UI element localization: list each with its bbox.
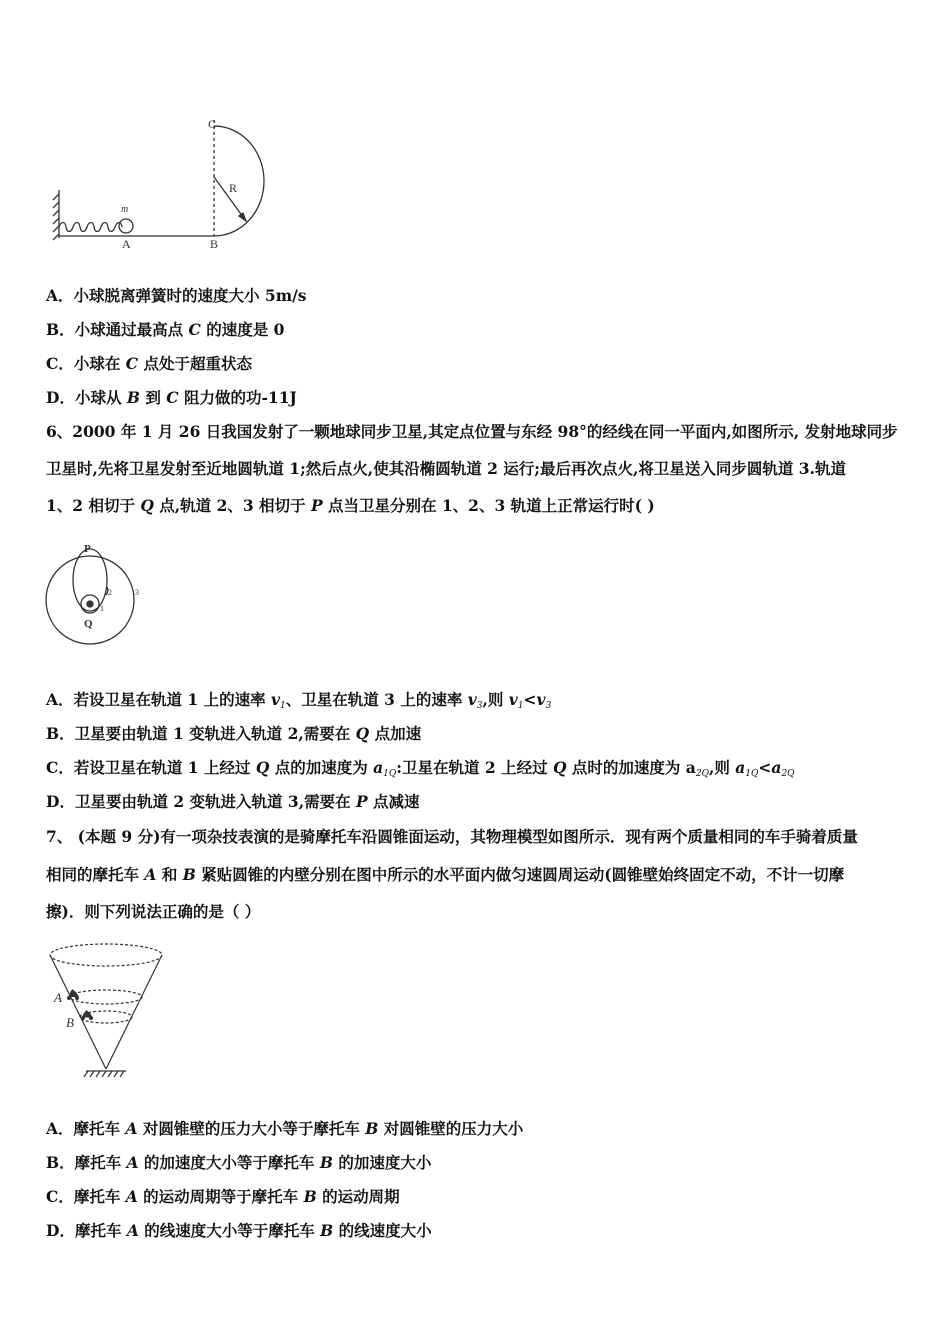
q7-b-var: B bbox=[319, 1153, 333, 1172]
q6-c-var: Q bbox=[255, 758, 270, 777]
q5-b-part: B．小球通过最高点 bbox=[46, 320, 189, 339]
q5-d-var: C bbox=[166, 388, 179, 407]
q7-stem-part: 紧贴圆锥的内壁分别在图中所示的水平面内做匀速圆周运动(圆锥壁始终固定不动，不计一切摩 bbox=[195, 865, 845, 884]
q6-a-var: v bbox=[508, 690, 518, 709]
q6-c-var: Q bbox=[552, 758, 567, 777]
q7-stem-line-1: 7、 (本题 9 分)有一项杂技表演的是骑摩托车沿圆锥面运动，其物理模型如图所示．现有两个质量相同的车手骑着质量 bbox=[46, 827, 858, 846]
q6-a-part: A．若设卫星在轨道 1 上的速率 bbox=[46, 690, 272, 709]
q6-option-c bbox=[46, 758, 795, 784]
q6-c-var: a bbox=[735, 758, 746, 777]
q7-stem-line-3: 擦)．则下列说法正确的是（ ） bbox=[46, 902, 261, 921]
q7-d-var: A bbox=[126, 1221, 139, 1240]
q7-option-b bbox=[46, 1153, 431, 1173]
q7-c-part: 的运动周期 bbox=[316, 1187, 400, 1206]
q7-c-part: 的运动周期等于摩托车 bbox=[137, 1187, 304, 1206]
q6-stem-part: 点当卫星分别在 1、2、3 轨道上正常运行时( ) bbox=[322, 496, 655, 515]
q5-b-part: 的速度是 0 bbox=[200, 320, 285, 339]
q6-a-sub: 3 bbox=[476, 701, 483, 711]
q6-a-var: v bbox=[271, 690, 281, 709]
q7-c-var: B bbox=[303, 1187, 317, 1206]
q6-stem-var: Q bbox=[140, 496, 154, 515]
q6-b-part: B．卫星要由轨道 1 变轨进入轨道 2,需要在 bbox=[46, 724, 356, 743]
q5-option-b bbox=[46, 320, 284, 340]
q7-d-part: 的线速度大小等于摩托车 bbox=[138, 1221, 321, 1240]
q6-c-part: 点时的加速度为 a bbox=[566, 758, 696, 777]
q6-c-sub: 2Q bbox=[781, 769, 795, 779]
q5-d-part: D．小球从 bbox=[46, 388, 127, 407]
q6-b-var: Q bbox=[355, 724, 370, 743]
q7-stem-var: B bbox=[182, 865, 196, 884]
cone-figure bbox=[44, 935, 174, 1083]
q7-c-var: A bbox=[125, 1187, 138, 1206]
label-b: B bbox=[66, 1015, 74, 1030]
q6-c-part: C．若设卫星在轨道 1 上经过 bbox=[46, 758, 256, 777]
q6-d-part: D．卫星要由轨道 2 变轨进入轨道 3,需要在 bbox=[46, 792, 356, 811]
q7-b-part: 的加速度大小 bbox=[332, 1153, 432, 1172]
q6-c-var: a bbox=[771, 758, 782, 777]
q7-b-var: A bbox=[126, 1153, 139, 1172]
q6-d-var: P bbox=[356, 792, 368, 811]
q7-stem-line-2 bbox=[46, 865, 844, 885]
q7-a-part: 对圆锥壁的压力大小等于摩托车 bbox=[137, 1119, 366, 1138]
q6-option-b bbox=[46, 724, 421, 744]
q5-d-var: B bbox=[126, 388, 140, 407]
q5-option-c bbox=[46, 354, 252, 374]
q5-option-a-text: A．小球脱离弹簧时的速度大小 5m/s bbox=[46, 286, 307, 305]
q6-b-part: 点加速 bbox=[369, 724, 422, 743]
label-orbit-3: 3 bbox=[135, 588, 139, 597]
q7-c-part: C．摩托车 bbox=[46, 1187, 126, 1206]
q6-c-var: a bbox=[373, 758, 384, 777]
q5-d-part: 到 bbox=[139, 388, 167, 407]
q6-c-sub: 1Q bbox=[383, 769, 397, 779]
q5-option-d bbox=[46, 388, 297, 408]
q7-option-c bbox=[46, 1187, 400, 1207]
label-m: m bbox=[121, 204, 129, 215]
q7-d-part: 的线速度大小 bbox=[333, 1221, 432, 1240]
q7-option-a bbox=[46, 1119, 523, 1139]
q7-stem-part: 相同的摩托车 bbox=[46, 865, 145, 884]
q6-a-part: < bbox=[523, 690, 537, 709]
q6-c-part: ,则 bbox=[708, 758, 736, 777]
q5-c-var: C bbox=[125, 354, 139, 373]
q5-c-part: 点处于超重状态 bbox=[138, 354, 252, 373]
q6-stem-var: P bbox=[310, 496, 323, 515]
q6-c-sub: 2Q bbox=[695, 769, 709, 779]
q6-a-var: v bbox=[467, 690, 477, 709]
q7-a-var: B bbox=[365, 1119, 379, 1138]
q6-option-d bbox=[46, 792, 420, 812]
q7-a-var: A bbox=[125, 1119, 138, 1138]
q6-a-sub: 1 bbox=[280, 701, 286, 711]
label-a: A bbox=[54, 990, 62, 1005]
q6-a-part: 、卫星在轨道 3 上的速率 bbox=[285, 690, 468, 709]
q6-a-part: ,则 bbox=[482, 690, 509, 709]
q7-d-part: D．摩托车 bbox=[46, 1221, 127, 1240]
q6-c-part: :卫星在轨道 2 上经过 bbox=[396, 758, 553, 777]
label-p: P bbox=[84, 543, 91, 555]
orbit-figure bbox=[42, 535, 152, 660]
label-orbit-2: 2 bbox=[108, 588, 112, 597]
q6-c-part: < bbox=[758, 758, 772, 777]
q5-b-var: C bbox=[188, 320, 201, 339]
q5-c-part: C．小球在 bbox=[46, 354, 126, 373]
q5-option-a bbox=[46, 286, 307, 306]
q6-c-sub: 1Q bbox=[745, 769, 759, 779]
q7-stem-part: 和 bbox=[156, 865, 183, 884]
q7-option-d bbox=[46, 1221, 432, 1241]
q7-b-part: B．摩托车 bbox=[46, 1153, 127, 1172]
label-b: B bbox=[210, 237, 219, 251]
q7-a-part: A．摩托车 bbox=[46, 1119, 126, 1138]
label-r: R bbox=[229, 181, 238, 195]
q6-stem-part: 点,轨道 2、3 相切于 bbox=[153, 496, 311, 515]
label-c: C bbox=[208, 117, 217, 131]
q7-a-part: 对圆锥壁的压力大小 bbox=[378, 1119, 524, 1138]
q6-a-sub: 3 bbox=[545, 701, 552, 711]
q6-a-var: v bbox=[536, 690, 546, 709]
q6-stem-line-3 bbox=[46, 496, 655, 516]
q6-stem-part: 1、2 相切于 bbox=[46, 496, 141, 515]
spring-track-figure bbox=[40, 110, 280, 260]
label-q: Q bbox=[84, 618, 93, 630]
q6-option-a bbox=[46, 690, 551, 716]
q6-d-part: 点减速 bbox=[367, 792, 420, 811]
q5-d-part: 阻力做的功-11J bbox=[178, 388, 297, 407]
q6-stem-line-2: 卫星时,先将卫星发射至近地圆轨道 1;然后点火,使其沿椭圆轨道 2 运行;最后再次点火,将卫星送入同步圆轨道 3.轨道 bbox=[46, 459, 846, 478]
q7-stem-var: A bbox=[144, 865, 157, 884]
q7-d-var: B bbox=[320, 1221, 334, 1240]
label-a: A bbox=[122, 237, 131, 251]
q6-stem-line-1: 6、2000 年 1 月 26 日我国发射了一颗地球同步卫星,其定点位置与东经 98°的经线在同一平面内,如图所示, 发射地球同步 bbox=[46, 422, 898, 441]
q6-a-sub: 1 bbox=[517, 701, 524, 711]
q6-c-part: 点的加速度为 bbox=[269, 758, 374, 777]
label-orbit-1: 1 bbox=[100, 604, 104, 613]
q7-b-part: 的加速度大小等于摩托车 bbox=[138, 1153, 320, 1172]
